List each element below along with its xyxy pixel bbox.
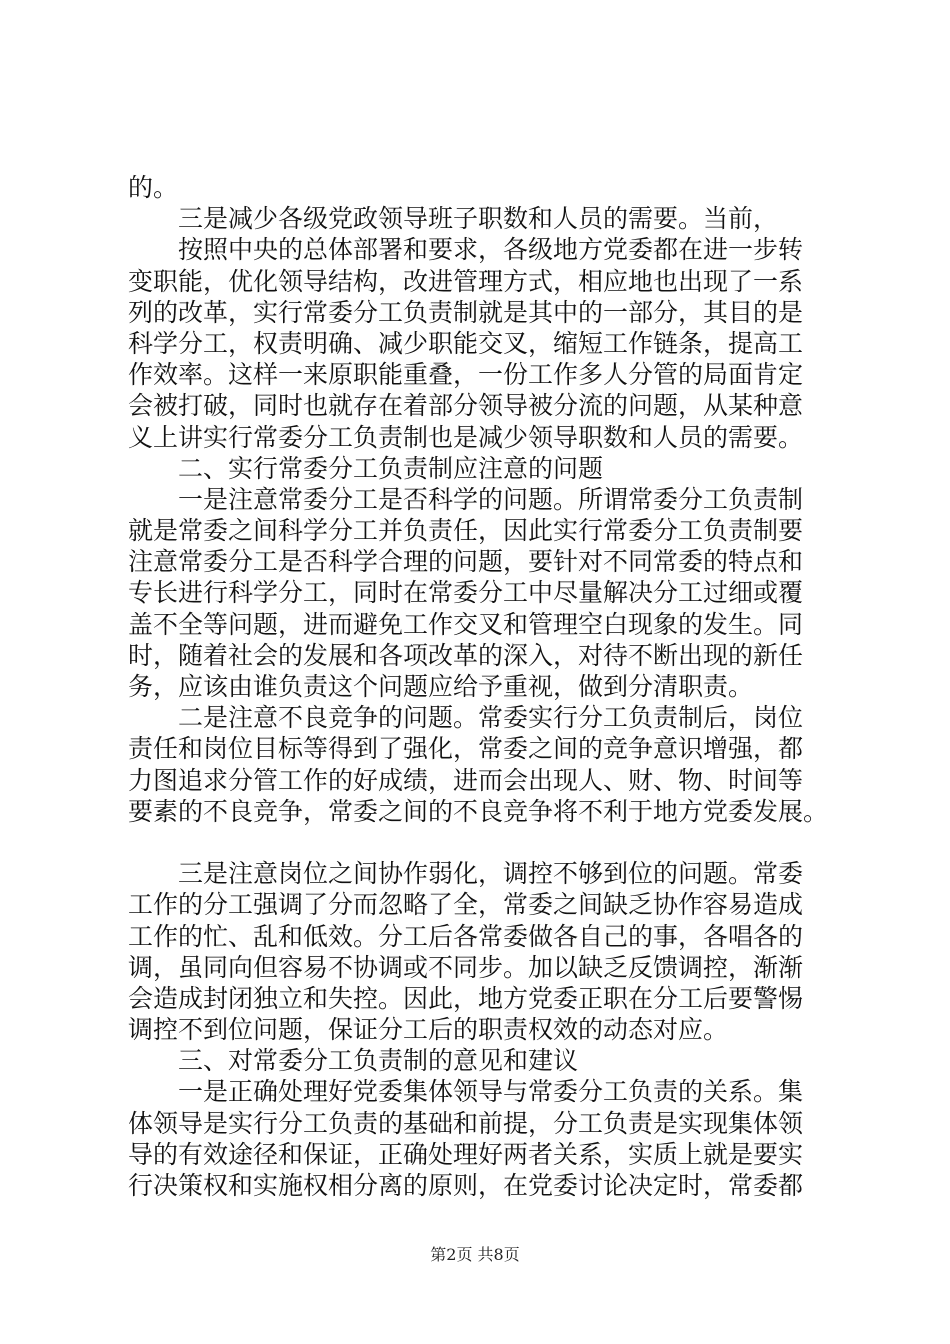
text-line: 行决策权和实施权相分离的原则，在党委讨论决定时，常委都 (128, 1171, 804, 1200)
text-line: 一是正确处理好党委集体领导与常委分工负责的关系。集 (128, 1077, 804, 1107)
text-line: 会被打破，同时也就存在着部分领导被分流的问题，从某种意 (128, 391, 804, 421)
text-line: 专长进行科学分工，同时在常委分工中尽量解决分工过细或覆 (128, 578, 804, 608)
text-line: 会造成封闭独立和失控。因此，地方党委正职在分工后要警惕 (128, 983, 804, 1013)
text-line: 三、对常委分工负责制的意见和建议 (128, 1046, 579, 1076)
text-line: 时，随着社会的发展和各项改革的深入，对待不断出现的新任 (128, 640, 804, 670)
text-line: 义上讲实行常委分工负责制也是减少领导职数和人员的需要。 (128, 422, 804, 452)
text-line: 盖不全等问题，进而避免工作交叉和管理空白现象的发生。同 (128, 609, 804, 639)
page-footer: 第2页 共8页 (430, 1245, 520, 1264)
text-line: 注意常委分工是否科学合理的问题，要针对不同常委的特点和 (128, 547, 804, 577)
text-line: 责任和岗位目标等得到了强化，常委之间的竞争意识增强，都 (128, 734, 804, 764)
text-line: 就是常委之间科学分工并负责任，因此实行常委分工负责制要 (128, 516, 804, 546)
text-line: 务，应该由谁负责这个问题应给予重视，做到分清职责。 (128, 672, 754, 701)
text-line: 按照中央的总体部署和要求，各级地方党委都在进一步转 (128, 235, 804, 265)
text-line: 列的改革，实行常委分工负责制就是其中的一部分，其目的是 (128, 297, 804, 327)
text-line: 的。 (128, 173, 179, 202)
text-line: 三是减少各级党政领导班子职数和人员的需要。当前， (128, 204, 779, 234)
blank-line (128, 827, 848, 858)
text-line: 三是注意岗位之间协作弱化，调控不够到位的问题。常委 (128, 859, 804, 889)
text-line: 二、实行常委分工负责制应注意的问题 (128, 453, 604, 483)
document-body (128, 172, 848, 1201)
text-line: 调，虽同向但容易不协调或不同步。加以缺乏反馈调控，渐渐 (128, 952, 804, 982)
text-line: 调控不到位问题，保证分工后的职责权效的动态对应。 (128, 1015, 729, 1045)
text-line: 一是注意常委分工是否科学的问题。所谓常委分工负责制 (128, 484, 804, 514)
text-line: 工作的分工强调了分而忽略了全，常委之间缺乏协作容易造成 (128, 890, 804, 920)
text-line: 导的有效途径和保证，正确处理好两者关系，实质上就是要实 (128, 1139, 804, 1169)
text-line: 要素的不良竞争，常委之间的不良竞争将不利于地方党委发展。 (128, 796, 829, 826)
text-line: 二是注意不良竞争的问题。常委实行分工负责制后，岗位 (128, 703, 804, 733)
text-line: 力图追求分管工作的好成绩，进而会出现人、财、物、时间等 (128, 765, 804, 795)
text-line: 科学分工，权责明确、减少职能交叉，缩短工作链条，提高工 (128, 328, 804, 358)
text-line: 作效率。这样一来原职能重叠，一份工作多人分管的局面肯定 (128, 360, 804, 390)
text-line: 变职能，优化领导结构，改进管理方式，相应地也出现了一系 (128, 266, 804, 296)
text-line: 工作的忙、乱和低效。分工后各常委做各自己的事，各唱各的 (128, 921, 804, 951)
text-line: 体领导是实行分工负责的基础和前提，分工负责是实现集体领 (128, 1108, 804, 1138)
